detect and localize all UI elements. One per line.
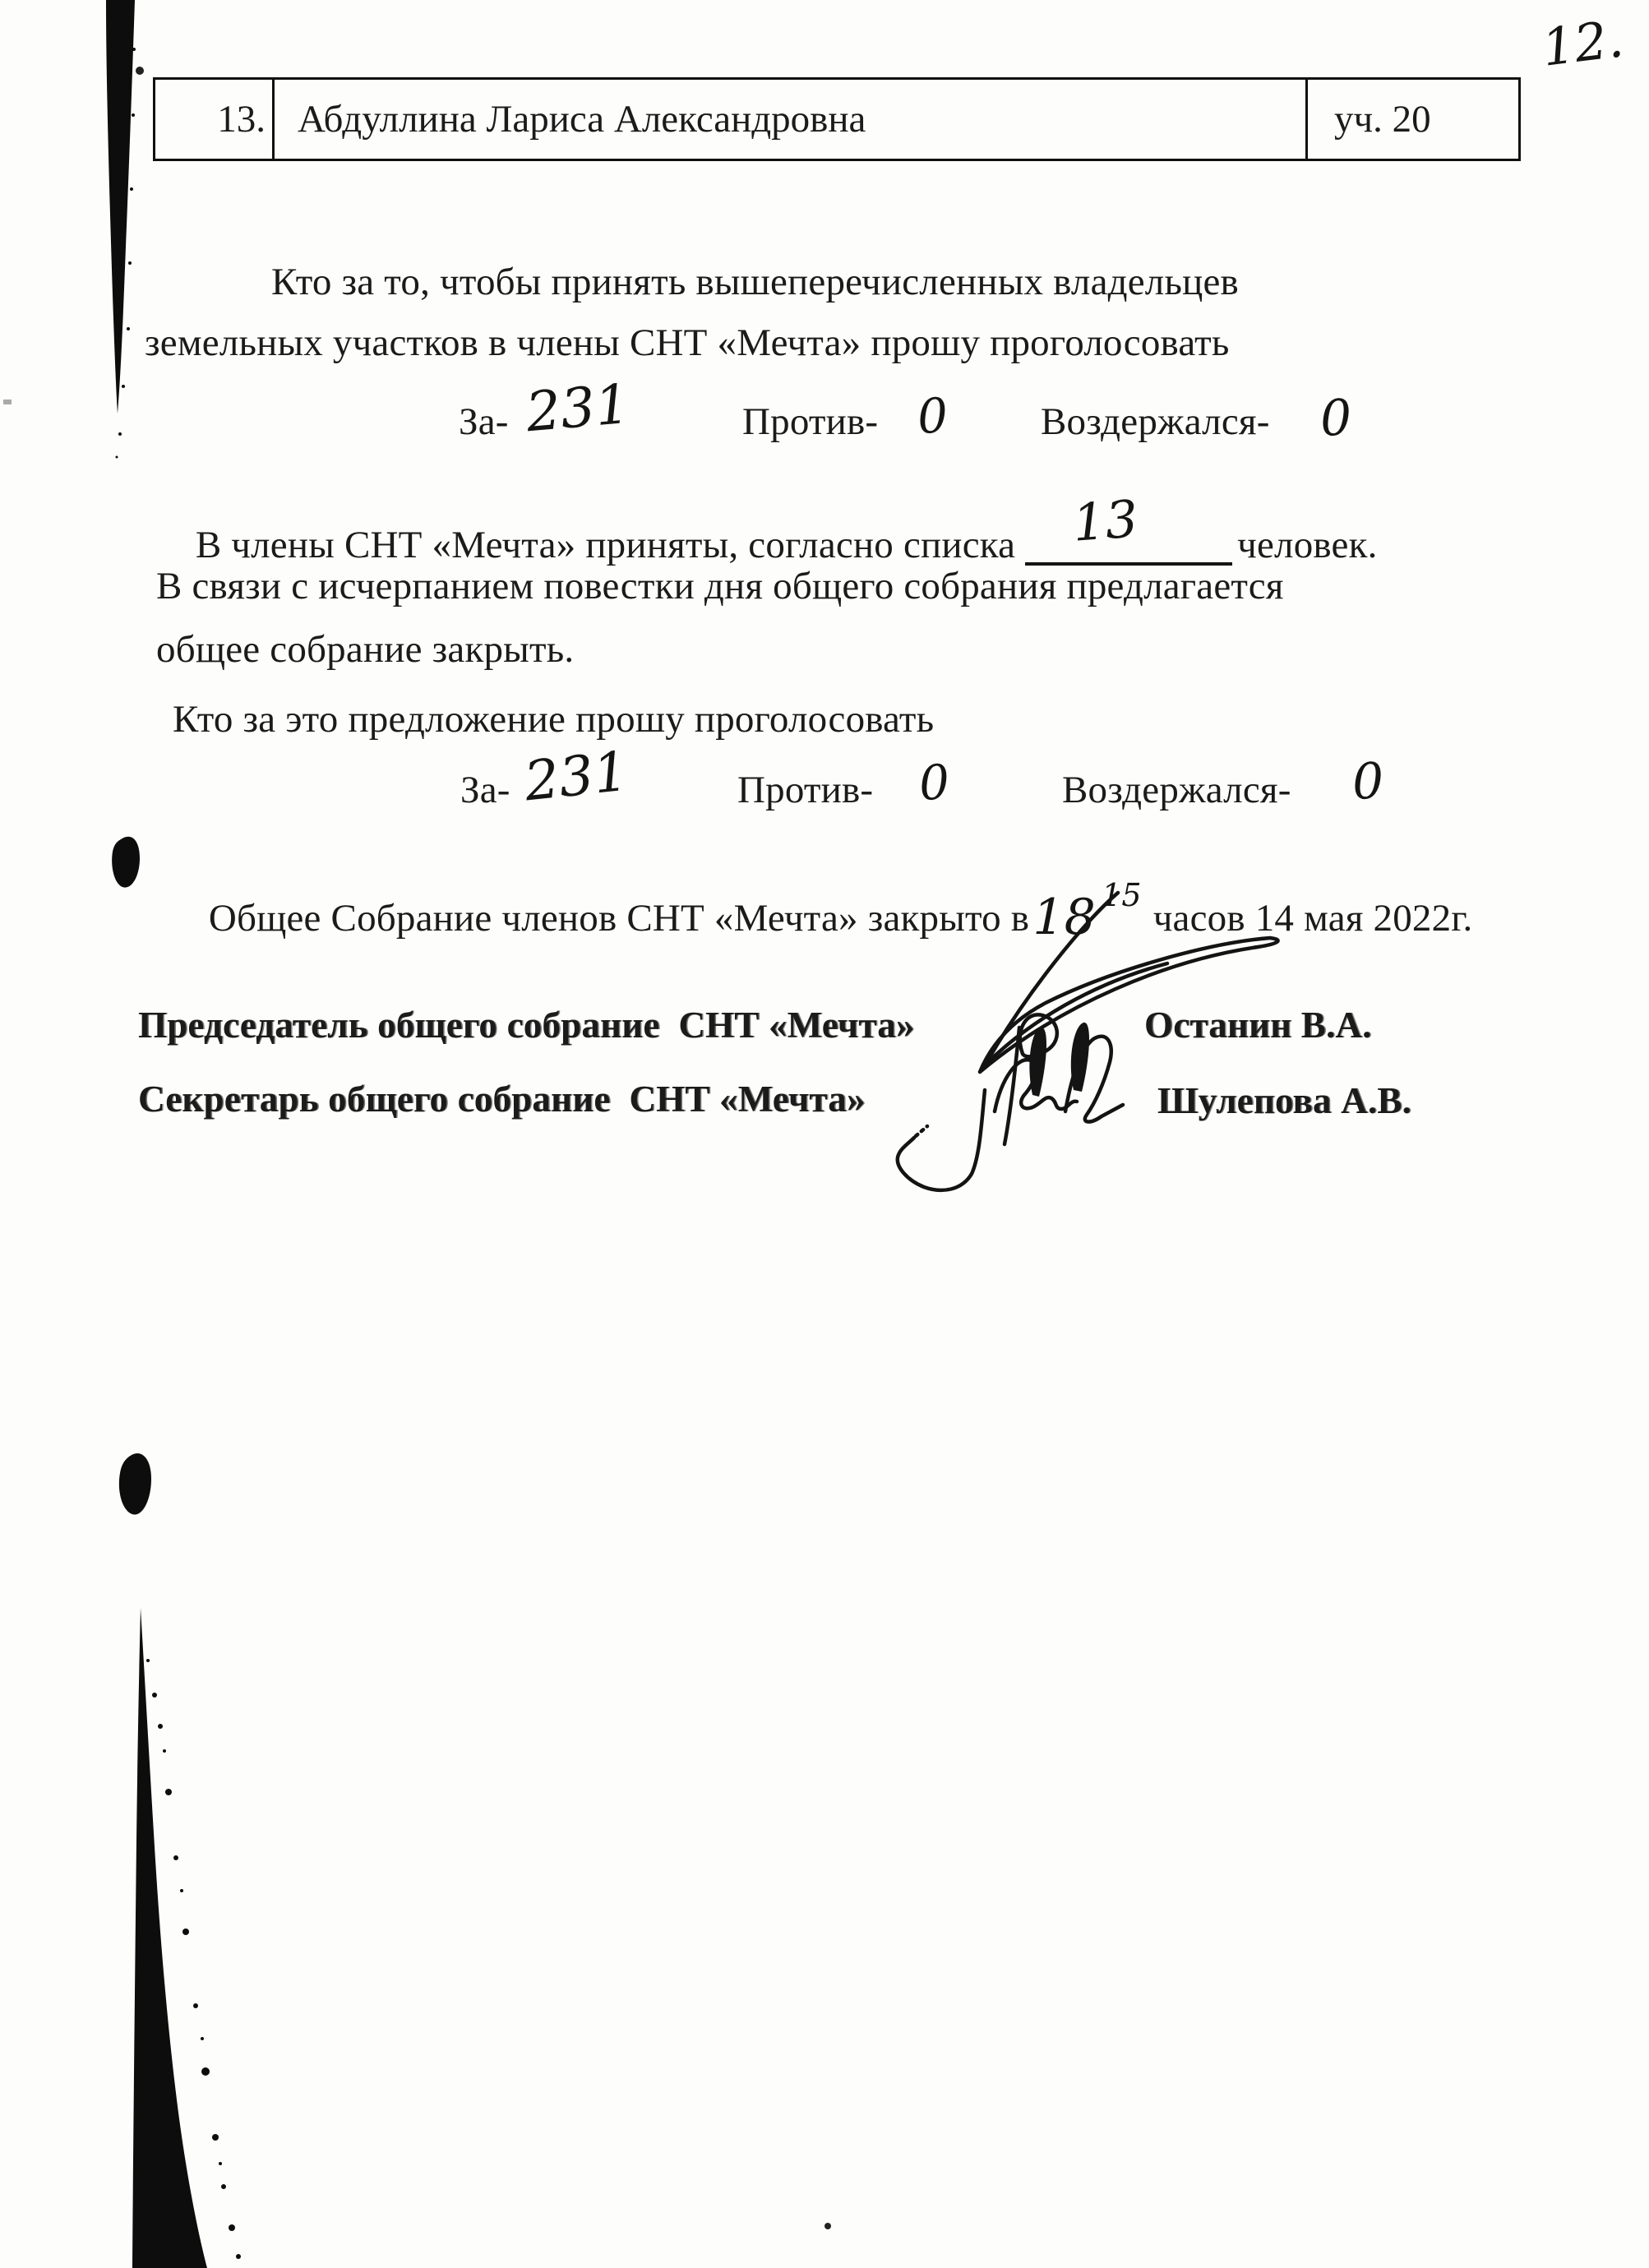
secretary-role-label: Секретарь общего собрание СНТ «Мечта» xyxy=(138,1079,866,1120)
motion-text-line1: Кто за то, чтобы принять вышеперечисленных владельцев xyxy=(271,261,1239,303)
vote1-abstain-value-handwritten: 0 xyxy=(1319,389,1353,448)
vote1-for-label: За- xyxy=(459,400,509,443)
call-vote-line: Кто за это предложение прошу проголосовать xyxy=(173,698,935,741)
vote1-against-label: Против- xyxy=(742,400,879,443)
closing-hour-handwritten: 18 xyxy=(1032,889,1096,947)
closing-text-before: Общее Собрание членов СНТ «Мечта» закрыто в xyxy=(208,897,1030,940)
vote2-for-label: За- xyxy=(460,769,510,811)
chairman-name: Останин В.А. xyxy=(1144,1005,1372,1046)
scan-artifact-ink-blob-2 xyxy=(119,1453,151,1514)
scan-artifact-ink-blob-1 xyxy=(112,837,140,888)
chairman-role-label: Председатель общего собрание СНТ «Мечта» xyxy=(138,1005,915,1046)
closing-text-after: часов 14 мая 2022г. xyxy=(1152,897,1473,940)
page-number-handwritten: 12. xyxy=(1538,8,1627,78)
member-index-cell: 13. xyxy=(217,98,266,141)
vote2-against-value-handwritten: 0 xyxy=(917,753,952,812)
motion-text-line2: земельных участков в члены СНТ «Мечта» прошу проголосовать xyxy=(145,321,1230,364)
scan-artifact-bottom-wedge xyxy=(132,1608,241,2268)
closing-minutes-handwritten: 15 xyxy=(1101,877,1142,914)
agenda-text-line2: общее собрание закрыть. xyxy=(156,628,575,671)
accepted-members-text-before: В члены СНТ «Мечта» приняты, согласно списка xyxy=(195,524,1016,567)
accepted-count-handwritten: 13 xyxy=(1070,488,1140,553)
member-name-cell: Абдуллина Лариса Александровна xyxy=(272,80,1305,159)
vote1-against-value-handwritten: 0 xyxy=(915,386,950,446)
vote2-abstain-label: Воздержался- xyxy=(1062,769,1291,811)
scan-artifact-left-strip xyxy=(106,0,136,459)
secretary-name: Шулепова А.В. xyxy=(1157,1080,1411,1121)
scan-speck-left-edge xyxy=(3,400,12,404)
member-table-row xyxy=(153,77,1521,161)
scan-speck-bottom-center xyxy=(824,2223,831,2229)
accepted-members-text-after: человек. xyxy=(1237,524,1378,567)
agenda-text-line1: В связи с исчерпанием повестки дня общего собрания предлагается xyxy=(156,565,1284,607)
vote2-against-label: Против- xyxy=(737,769,874,811)
member-plot-cell: уч. 20 xyxy=(1305,80,1518,159)
vote2-abstain-value-handwritten: 0 xyxy=(1351,752,1385,811)
closing-line xyxy=(169,842,1472,987)
secretary-signature xyxy=(898,1028,1123,1190)
vote1-for-value-handwritten: 231 xyxy=(523,372,633,445)
vote2-for-value-handwritten: 231 xyxy=(521,739,631,814)
vote1-abstain-label: Воздержался- xyxy=(1041,400,1270,443)
scan-speck-near-table xyxy=(136,67,144,75)
